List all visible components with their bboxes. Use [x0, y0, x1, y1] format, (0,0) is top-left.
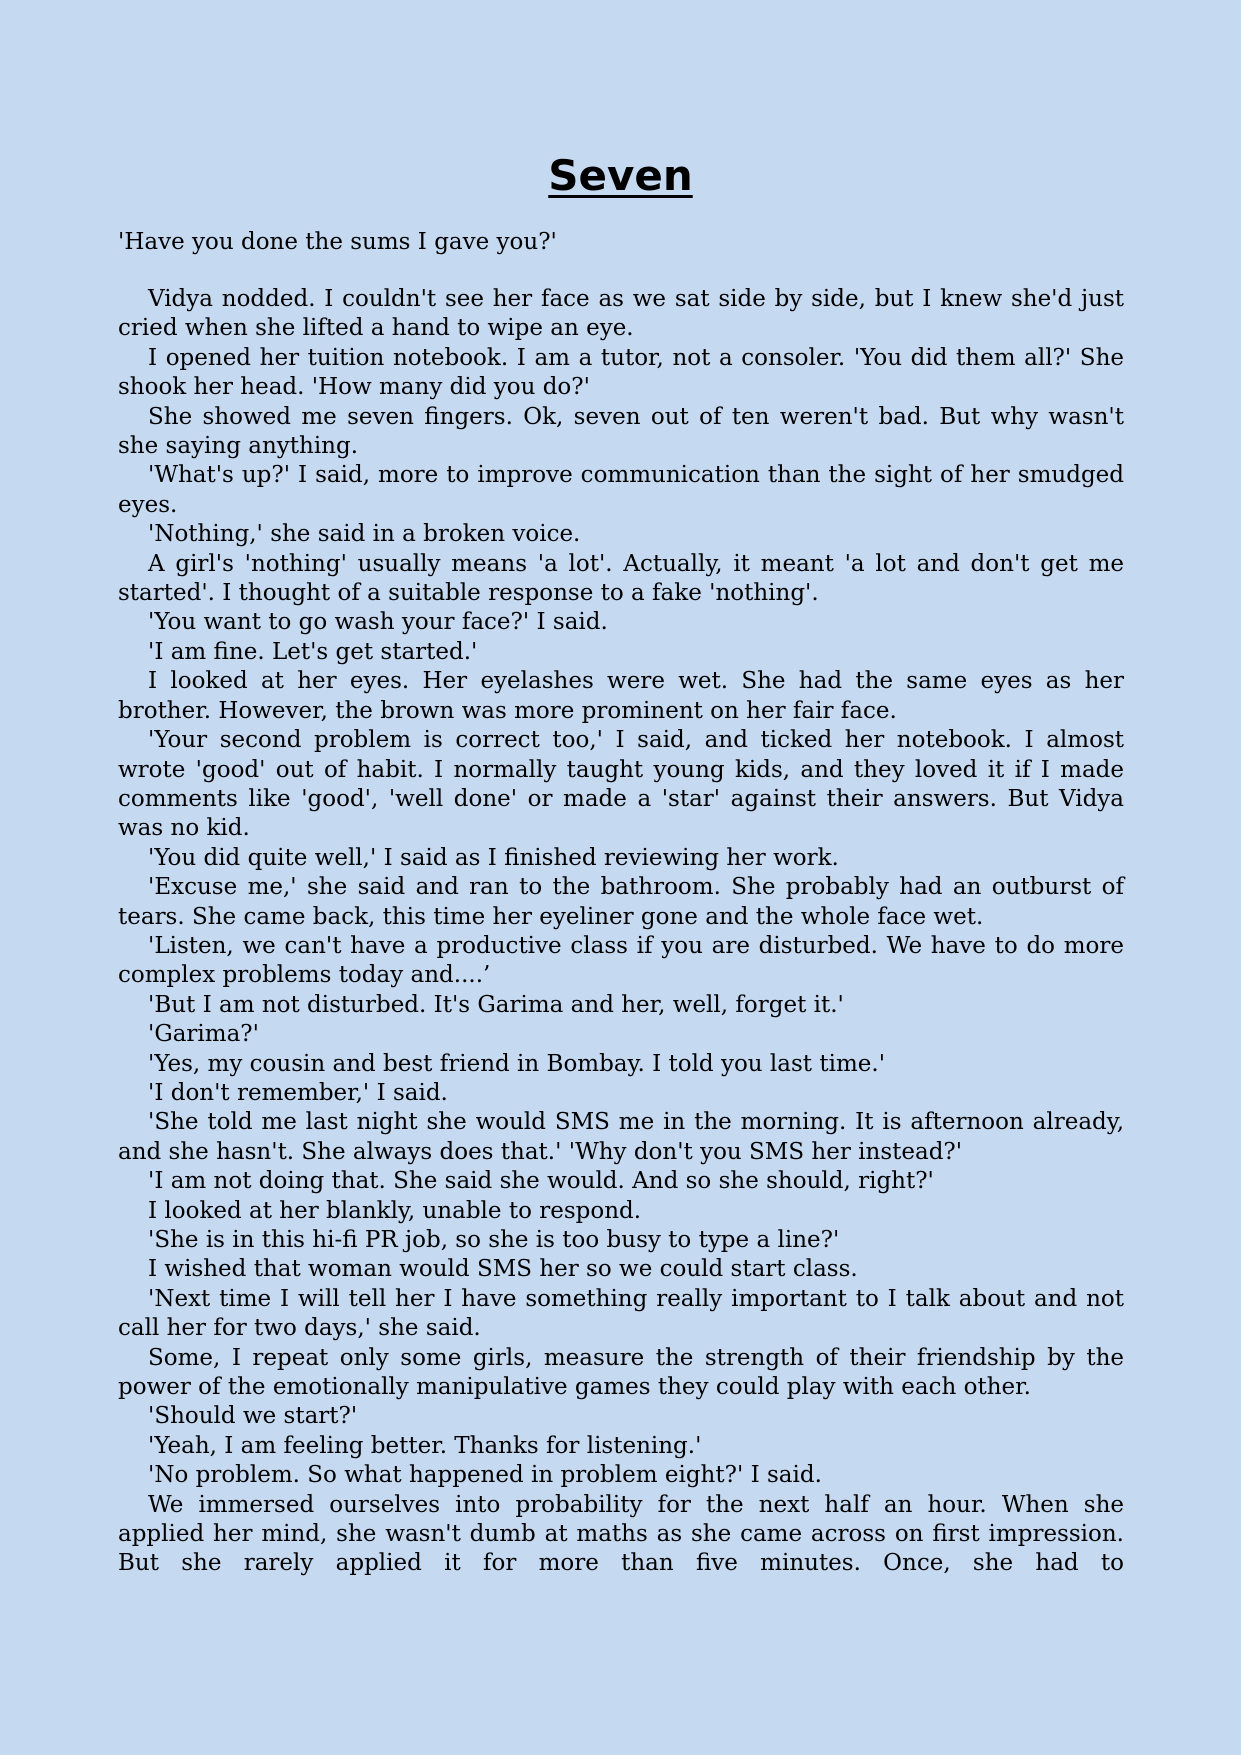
body-text [118, 285, 1124, 1579]
paragraph: 'I am fine. Let's get started.' [148, 638, 478, 665]
paragraph: 'Excuse me,' she said and ran to the bathroom. She probably had an outburst of tears. She came back, this time her eyeliner gone and the whole face wet. [118, 874, 1124, 930]
paragraph: 'Should we start?' [148, 1403, 358, 1430]
paragraph: 'You did quite well,' I said as I finished reviewing her work. [148, 844, 839, 871]
paragraph: I wished that woman would SMS her so we could start class. [148, 1256, 858, 1283]
paragraph: A girl's 'nothing' usually means 'a lot'. Actually, it meant 'a lot and don't get me started'. I thought of a suitable response to a fake 'nothing'. [118, 550, 1124, 607]
paragraph: We immersed ourselves into probability for the next half an hour. When she applied her mind, she wasn't dumb at maths as she came across on first impression. But she rarely applied it for more than five minutes. Once, she had to [118, 1491, 1124, 1577]
chapter-title: Seven [548, 151, 693, 200]
paragraph: 'She is in this hi-fi PR job, so she is too busy to type a line?' [148, 1227, 840, 1253]
paragraph: 'You want to go wash your face?' I said. [148, 609, 608, 636]
paragraph: 'Next time I will tell her I have something really important to I talk about and not call her for two days,' she said. [118, 1285, 1124, 1342]
paragraph: 'I am not doing that. She said she would. And so she should, right?' [148, 1168, 934, 1195]
paragraph: 'But I am not disturbed. It's Garima and her, well, forget it.' [148, 991, 844, 1018]
paragraph: Vidya nodded. I couldn't see her face as we sat side by side, but I knew she'd just cried when she lifted a hand to wipe an eye. [118, 286, 1124, 342]
paragraph: 'Yes, my cousin and best friend in Bombay. I told you last time.' [148, 1050, 886, 1077]
paragraph: 'Your second problem is correct too,' I said, and ticked her notebook. I almost wrote 'good' out of habit. I normally taught young kids, and they loved it if I made comments like 'good', 'well done' or made a 'star' against their answers. But Vidya was no kid. [118, 727, 1124, 842]
paragraph: 'Listen, we can't have a productive class if you are disturbed. We have to do more complex problems today and....’ [118, 932, 1124, 989]
paragraph: 'She told me last night she would SMS me in the morning. It is afternoon already, and she hasn't. She always does that.' 'Why don't you SMS her instead?' [118, 1109, 1124, 1165]
paragraph: I looked at her eyes. Her eyelashes were wet. She had the same eyes as her brother. However, the brown was more prominent on her fair face. [118, 668, 1124, 724]
paragraph: 'What's up?' I said, more to improve communication than the sight of her smudged eyes. [118, 462, 1124, 518]
paragraph: 'Garima?' [148, 1021, 259, 1048]
paragraph: 'Nothing,' she said in a broken voice. [148, 521, 581, 548]
paragraph: Some, I repeat only some girls, measure the strength of their friendship by the power of the emotionally manipulative games they could play with each other. [118, 1344, 1124, 1401]
opening-line: 'Have you done the sums I gave you?' [118, 229, 557, 255]
paragraph: 'I don't remember,' I said. [148, 1079, 448, 1106]
paragraph: I opened her tuition notebook. I am a tutor, not a consoler. 'You did them all?' She shook her head. 'How many did you do?' [118, 344, 1124, 401]
paragraph: 'No problem. So what happened in problem eight?' I said. [148, 1462, 822, 1489]
paragraph: I looked at her blankly, unable to respond. [148, 1197, 642, 1224]
paragraph: She showed me seven fingers. Ok, seven out of ten weren't bad. But why wasn't she saying anything. [118, 403, 1124, 460]
paragraph: 'Yeah, I am feeling better. Thanks for listening.' [148, 1432, 702, 1459]
